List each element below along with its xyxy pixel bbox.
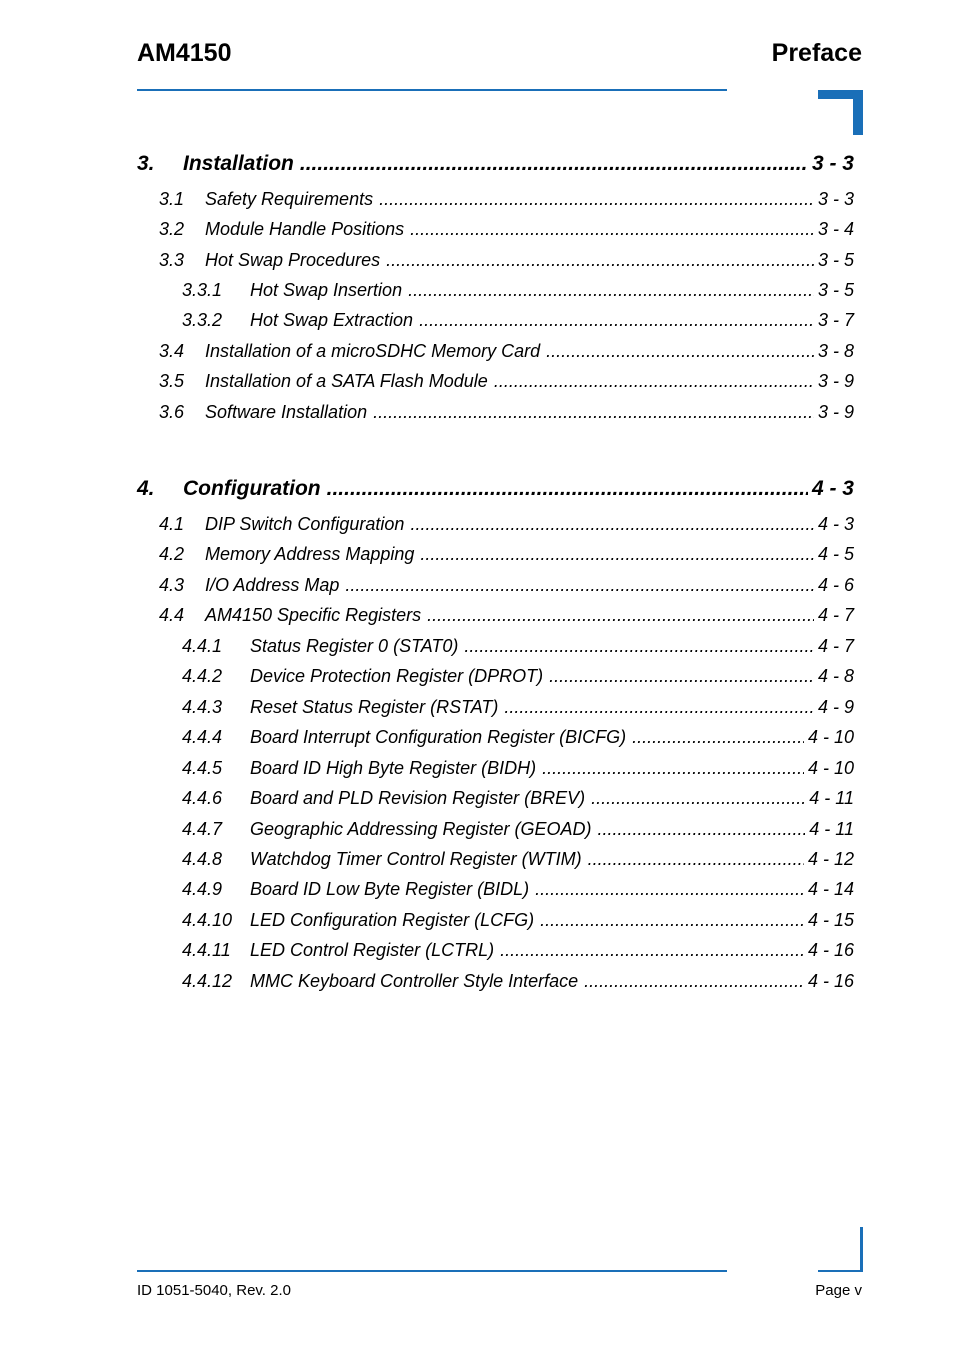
toc-title: LED Control Register (LCTRL) [250, 940, 495, 960]
toc-title: Installation [183, 152, 294, 175]
toc-leader [597, 819, 805, 840]
toc-page: 4 - 3 [811, 477, 854, 500]
toc-leader [327, 477, 808, 501]
toc-entry[interactable] [159, 219, 854, 240]
toc-title: I/O Address Map [205, 575, 340, 595]
toc-number: 3.6 [159, 402, 185, 422]
toc-number: 3.3.2 [182, 310, 223, 330]
toc-number: 3.5 [159, 371, 185, 391]
toc-page: 3 - 7 [817, 310, 854, 330]
toc-number: 3. [137, 152, 155, 175]
toc-leader [420, 544, 814, 565]
toc-page: 4 - 10 [807, 727, 854, 747]
toc-leader [373, 402, 814, 423]
document-id: ID 1051-5040, Rev. 2.0 [137, 1282, 291, 1299]
toc-page: 4 - 16 [807, 940, 854, 960]
product-name: AM4150 [137, 39, 232, 67]
toc-number: 4.2 [159, 544, 185, 564]
toc-leader [464, 636, 814, 657]
toc-title: Status Register 0 (STAT0) [250, 636, 459, 656]
toc-title: Geographic Addressing Register (GEOAD) [250, 819, 592, 839]
toc-leader [386, 250, 814, 271]
toc-number: 4.4.7 [182, 819, 223, 839]
toc-number: 3.1 [159, 189, 185, 209]
toc-entry[interactable] [182, 940, 854, 961]
footer-rule [137, 1270, 727, 1272]
toc-entry[interactable] [182, 280, 854, 301]
toc-leader [410, 514, 814, 535]
toc-entry[interactable] [159, 575, 854, 596]
toc-leader [588, 849, 804, 870]
corner-mark-bottom [860, 1227, 863, 1272]
toc-page: 4 - 11 [809, 788, 854, 808]
corner-mark-top-vertical [853, 90, 863, 135]
toc-title: Installation of a microSDHC Memory Card [205, 341, 541, 361]
toc-page: 3 - 4 [817, 219, 854, 239]
toc-number: 4.4.9 [182, 879, 223, 899]
toc-title: LED Configuration Register (LCFG) [250, 910, 535, 930]
toc-chapter-3[interactable] [137, 152, 854, 176]
toc-leader [427, 605, 814, 626]
toc-leader [584, 971, 804, 992]
toc-title: Safety Requirements [205, 189, 374, 209]
toc-leader [410, 219, 814, 240]
toc-entry[interactable] [182, 727, 854, 748]
toc-entry[interactable] [182, 910, 854, 931]
toc-leader [494, 371, 814, 392]
toc-title: AM4150 Specific Registers [205, 605, 422, 625]
toc-page: 3 - 8 [817, 341, 854, 361]
section-name: Preface [771, 39, 862, 67]
toc-number: 4.4.3 [182, 697, 223, 717]
toc-page: 4 - 3 [817, 514, 854, 534]
toc-chapter-4[interactable] [137, 477, 854, 501]
toc-title: Memory Address Mapping [205, 544, 415, 564]
toc-number: 4.1 [159, 514, 185, 534]
toc-entry[interactable] [159, 402, 854, 423]
toc-entry[interactable] [182, 971, 854, 992]
toc-title: Board Interrupt Configuration Register (BICFG) [250, 727, 627, 747]
toc-title: Watchdog Timer Control Register (WTIM) [250, 849, 582, 869]
toc-entry[interactable] [182, 697, 854, 718]
toc-leader [379, 189, 814, 210]
toc-title: Configuration [183, 477, 321, 500]
toc-number: 4.4.5 [182, 758, 223, 778]
toc-leader [549, 666, 814, 687]
toc-entry[interactable] [159, 371, 854, 392]
toc-leader [419, 310, 814, 331]
toc-page: 4 - 15 [807, 910, 854, 930]
toc-page: 3 - 3 [811, 152, 854, 175]
toc-leader [408, 280, 814, 301]
toc-number: 3.2 [159, 219, 185, 239]
toc-title: Software Installation [205, 402, 368, 422]
toc-entry[interactable] [182, 819, 854, 840]
toc-leader [345, 575, 814, 596]
toc-page: 3 - 3 [817, 189, 854, 209]
toc-entry[interactable] [182, 758, 854, 779]
toc-page: 4 - 14 [807, 879, 854, 899]
toc-title: Module Handle Positions [205, 219, 405, 239]
toc-entry[interactable] [159, 514, 854, 535]
toc-page: 3 - 9 [817, 402, 854, 422]
toc-page: 4 - 9 [817, 697, 854, 717]
toc-entry[interactable] [182, 636, 854, 657]
toc-title: Board ID Low Byte Register (BIDL) [250, 879, 530, 899]
toc-page: 4 - 6 [817, 575, 854, 595]
toc-leader [300, 152, 808, 176]
header-rule [137, 89, 727, 91]
toc-entry[interactable] [182, 666, 854, 687]
toc-entry[interactable] [182, 310, 854, 331]
toc-page: 4 - 7 [817, 636, 854, 656]
toc-page: 4 - 8 [817, 666, 854, 686]
toc-title: Reset Status Register (RSTAT) [250, 697, 499, 717]
toc-page: 3 - 5 [817, 280, 854, 300]
toc-number: 4.4.11 [182, 940, 231, 960]
toc-number: 4.4.4 [182, 727, 223, 747]
toc-entry[interactable] [159, 341, 854, 362]
toc-leader [535, 879, 804, 900]
toc-leader [504, 697, 814, 718]
toc-title: Board ID High Byte Register (BIDH) [250, 758, 537, 778]
toc-title: Hot Swap Procedures [205, 250, 381, 270]
toc-number: 4.3 [159, 575, 185, 595]
toc-page: 4 - 10 [807, 758, 854, 778]
toc-entry[interactable] [182, 879, 854, 900]
toc-number: 4.4.1 [182, 636, 223, 656]
toc-entry[interactable] [159, 544, 854, 565]
toc-title: Board and PLD Revision Register (BREV) [250, 788, 586, 808]
toc-entry[interactable] [159, 605, 854, 626]
toc-page: 4 - 16 [807, 971, 854, 991]
toc-number: 4.4.12 [182, 971, 233, 991]
toc-page: 4 - 11 [809, 819, 854, 839]
toc-number: 4.4 [159, 605, 185, 625]
toc-title: DIP Switch Configuration [205, 514, 405, 534]
toc-leader [632, 727, 804, 748]
toc-page: 4 - 5 [817, 544, 854, 564]
toc-number: 3.3 [159, 250, 185, 270]
toc-leader [540, 910, 804, 931]
toc-title: Installation of a SATA Flash Module [205, 371, 488, 391]
toc-page: 3 - 9 [817, 371, 854, 391]
page-number: Page v [815, 1282, 862, 1299]
toc-leader [542, 758, 804, 779]
toc-leader [500, 940, 804, 961]
toc-number: 3.3.1 [182, 280, 223, 300]
toc-entry[interactable] [159, 189, 854, 210]
toc-entry[interactable] [182, 788, 854, 809]
corner-mark-bottom-horizontal [818, 1270, 863, 1272]
toc-number: 3.4 [159, 341, 185, 361]
toc-page: 4 - 7 [817, 605, 854, 625]
toc-title: Hot Swap Insertion [250, 280, 403, 300]
toc-page: 3 - 5 [817, 250, 854, 270]
toc-title: MMC Keyboard Controller Style Interface [250, 971, 579, 991]
toc-number: 4.4.8 [182, 849, 223, 869]
toc-title: Device Protection Register (DPROT) [250, 666, 544, 686]
toc-number: 4.4.2 [182, 666, 223, 686]
toc-title: Hot Swap Extraction [250, 310, 414, 330]
toc-entry[interactable] [182, 849, 854, 870]
toc-page: 4 - 12 [807, 849, 854, 869]
toc-number: 4.4.6 [182, 788, 223, 808]
toc-entry[interactable] [159, 250, 854, 271]
toc-number: 4. [137, 477, 155, 500]
toc-leader [546, 341, 814, 362]
toc-number: 4.4.10 [182, 910, 233, 930]
toc-leader [591, 788, 805, 809]
